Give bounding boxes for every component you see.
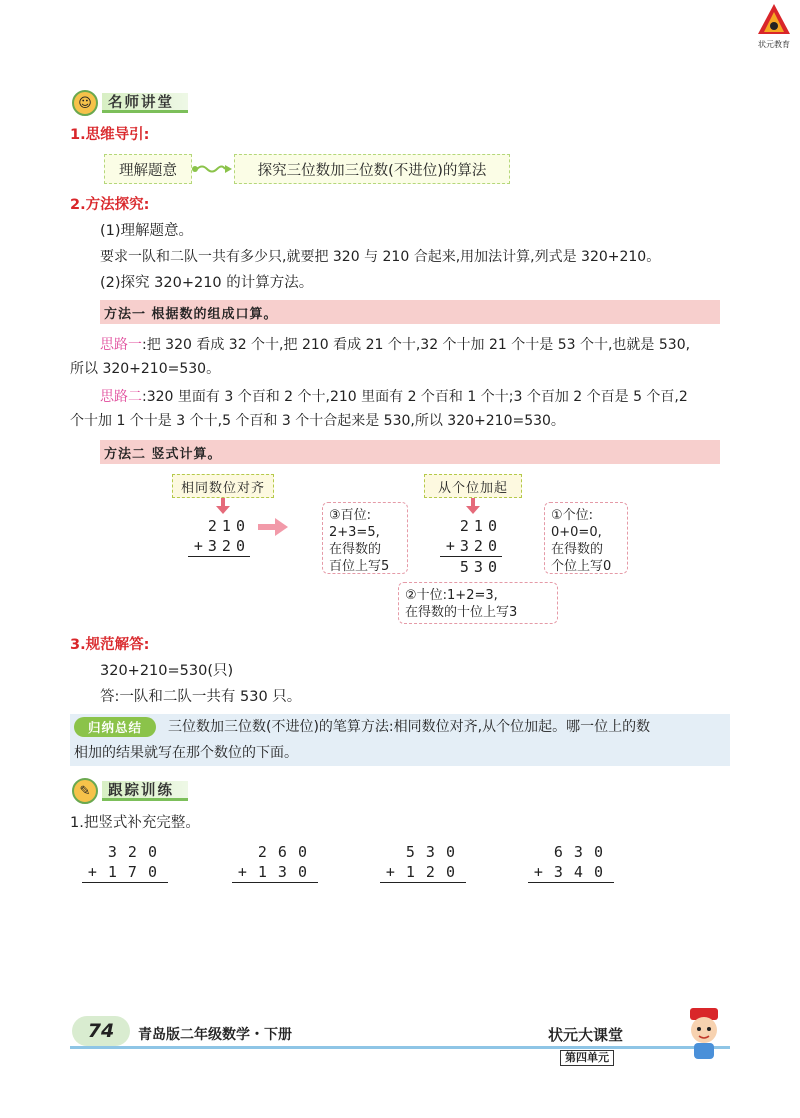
page-number: 74 <box>87 1020 115 1042</box>
practice-item-3 <box>380 842 466 883</box>
sec3-eq: 320+210=530(只) <box>100 663 234 679</box>
calc1-line <box>188 556 250 557</box>
tens-line: 在得数的十位上写3 <box>405 605 518 620</box>
sec2-p2: 要求一队和二队一共有多少只,就要把 320 与 210 合起来,用加法计算,列式是 320+210。 <box>100 249 661 265</box>
teacher-icon: ☺ <box>72 90 98 116</box>
idea2-line2: 个十加 1 个十是 3 个十,5 个百和 3 个十合起来是 530,所以 320+210=530。 <box>70 413 565 429</box>
summary-line2: 相加的结果就写在那个数位的下面。 <box>74 745 298 761</box>
practice-line <box>232 882 318 883</box>
tip-align-box: 相同数位对齐 <box>172 474 274 498</box>
practice-top: 530 <box>405 843 466 861</box>
sec1-heading: 1.思维导引: <box>70 127 150 143</box>
footer-divider <box>70 1046 730 1049</box>
ones-line: 在得数的 <box>551 542 604 557</box>
practice-item-2 <box>232 842 318 883</box>
practice-bottom: +120 <box>385 863 466 881</box>
practice-icon: ✎ <box>72 778 98 804</box>
summary-line1: 三位数加三位数(不进位)的笔算方法:相同数位对齐,从个位加起。哪一位上的数 <box>168 719 651 735</box>
calc1-bottom: +320 <box>193 537 250 555</box>
practice-item-1 <box>82 842 168 883</box>
banner-title: 跟踪训练 <box>102 781 188 801</box>
corner-logo <box>752 2 796 52</box>
idea1-line2: 所以 320+210=530。 <box>70 361 221 377</box>
summary-box <box>70 714 730 766</box>
page-number-badge <box>72 1016 130 1046</box>
calc1-vertical <box>188 516 250 557</box>
method1-bar: 方法一 根据数的组成口算。 <box>100 300 720 324</box>
ones-note <box>544 502 628 574</box>
right-arrow-icon <box>258 518 288 536</box>
flow-box-understand: 理解题意 <box>104 154 192 184</box>
tens-note <box>398 582 558 624</box>
flow-arrow-icon <box>192 162 232 176</box>
calc2-top: 210 <box>459 517 502 535</box>
down-arrow-icon <box>216 498 230 514</box>
flow-box-explore: 探究三位数加三位数(不进位)的算法 <box>234 154 510 184</box>
practice-line <box>380 882 466 883</box>
sec3-heading: 3.规范解答: <box>70 637 150 653</box>
hundreds-line: 2+3=5, <box>329 525 380 540</box>
practice-line <box>82 882 168 883</box>
hundreds-note <box>322 502 408 574</box>
ones-line: 0+0=0, <box>551 525 602 540</box>
calc1-top: 210 <box>207 517 250 535</box>
hundreds-line: 在得数的 <box>329 542 382 557</box>
idea1-text: :把 320 看成 32 个十,把 210 看成 21 个十,32 个十加 21 个十是 53 个十,也就是 530, <box>142 337 691 353</box>
hundreds-line: 百位上写5 <box>329 559 390 574</box>
calc2-result: 530 <box>459 558 502 576</box>
footer-book-title: 青岛版二年级数学・下册 <box>138 1027 292 1043</box>
down-arrow-icon <box>466 498 480 514</box>
practice-q1: 1.把竖式补充完整。 <box>70 815 200 831</box>
summary-tag: 归纳总结 <box>74 717 156 737</box>
tens-line: ②十位:1+2=3, <box>405 588 498 603</box>
sec3-ans: 答:一队和二队一共有 530 只。 <box>100 689 302 705</box>
calc2-bottom: +320 <box>445 537 502 555</box>
practice-top: 320 <box>107 843 168 861</box>
method2-bar: 方法二 竖式计算。 <box>100 440 720 464</box>
idea2-label: 思路二 <box>100 389 142 405</box>
logo-text: 状元教育 <box>758 40 790 49</box>
idea2-line1 <box>100 386 688 408</box>
footer-brand: 状元大课堂 <box>548 1026 624 1044</box>
ones-line: 个位上写0 <box>551 559 612 574</box>
calc2-vertical <box>440 516 502 577</box>
flame-logo-icon <box>756 2 792 36</box>
section-banner-teacher <box>72 92 188 114</box>
practice-bottom: +130 <box>237 863 318 881</box>
sec2-p1: (1)理解题意。 <box>100 223 194 239</box>
idea2-text: :320 里面有 3 个百和 2 个十,210 里面有 2 个百和 1 个十;3 个百加 2 个百是 5 个百,2 <box>142 389 688 405</box>
practice-bottom: +340 <box>533 863 614 881</box>
practice-top: 630 <box>553 843 614 861</box>
section-banner-practice <box>72 780 188 802</box>
banner-title: 名师讲堂 <box>102 93 188 113</box>
sec2-p3: (2)探究 320+210 的计算方法。 <box>100 275 314 291</box>
practice-top: 260 <box>257 843 318 861</box>
tip-start-box: 从个位加起 <box>424 474 522 498</box>
ones-line: ①个位: <box>551 508 594 523</box>
mascot-icon <box>676 1006 732 1064</box>
idea1-label: 思路一 <box>100 337 142 353</box>
practice-bottom: +170 <box>87 863 168 881</box>
practice-line <box>528 882 614 883</box>
idea1-line1 <box>100 334 690 356</box>
sec2-heading: 2.方法探究: <box>70 197 150 213</box>
hundreds-line: ③百位: <box>329 508 372 523</box>
practice-item-4 <box>528 842 614 883</box>
footer-unit: 第四单元 <box>560 1050 614 1066</box>
